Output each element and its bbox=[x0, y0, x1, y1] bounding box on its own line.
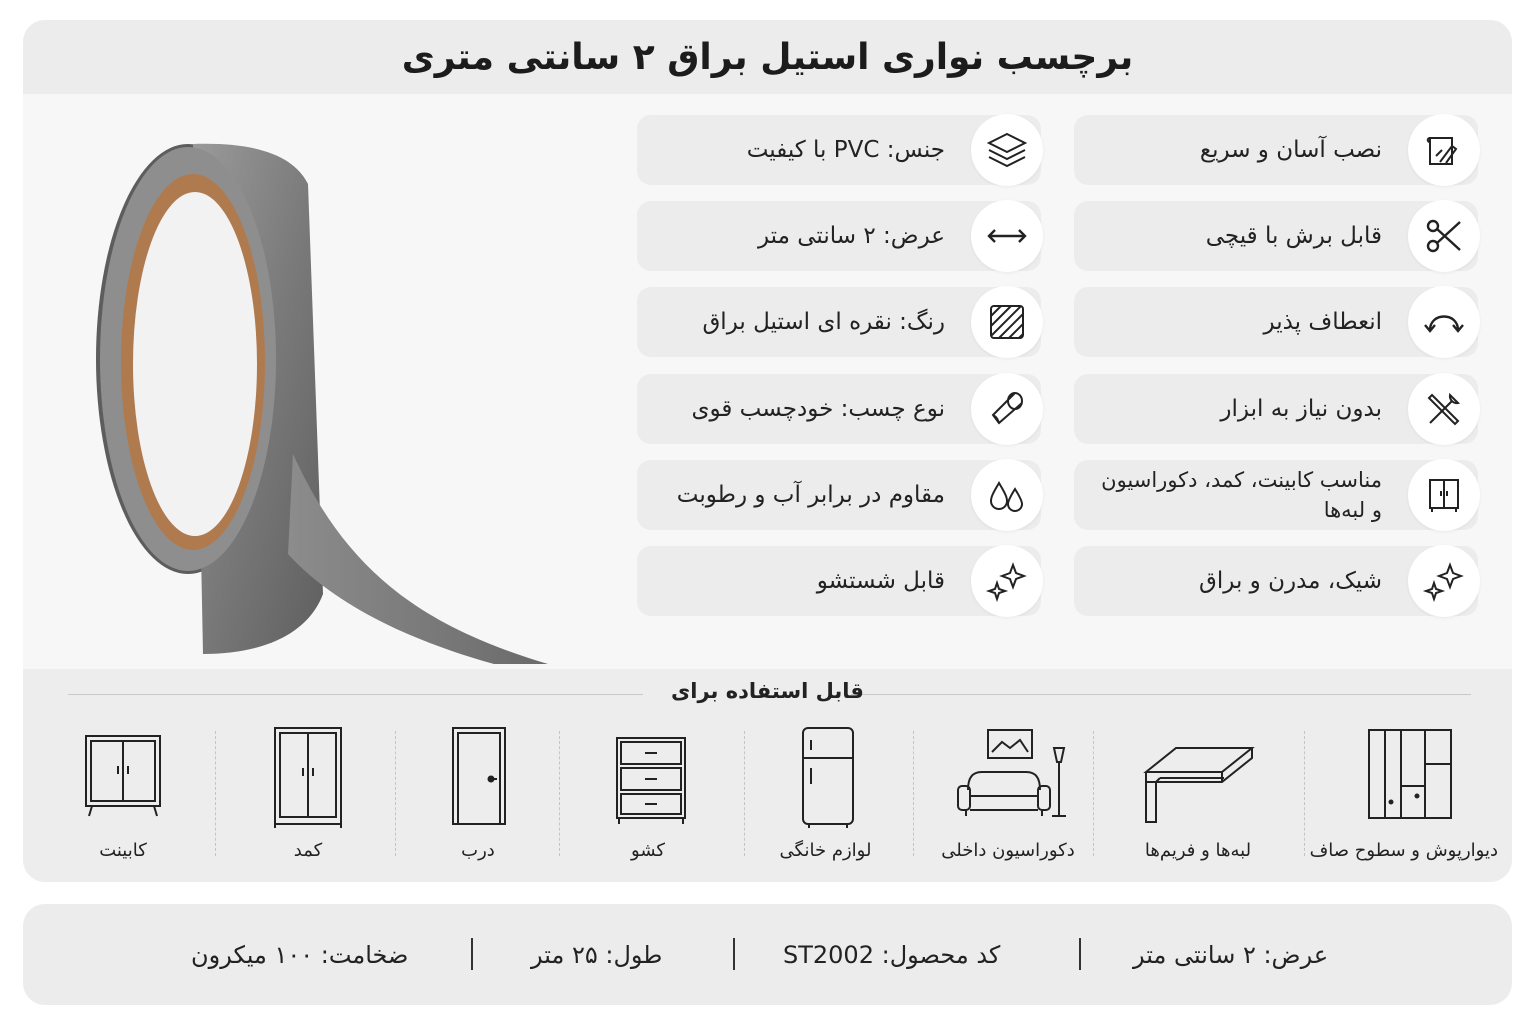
spec-thickness: ضخامت: ۱۰۰ میکرون bbox=[191, 940, 409, 969]
feature-label: انعطاف پذیر bbox=[1263, 309, 1382, 335]
feature-label: نصب آسان و سریع bbox=[1199, 137, 1382, 163]
feature-material bbox=[637, 115, 1041, 185]
drawer-icon bbox=[603, 724, 693, 834]
use-item-appliance: لوازم خانگی bbox=[768, 724, 883, 869]
door-icon bbox=[433, 724, 523, 834]
spec-bar bbox=[23, 904, 1512, 1005]
wardrobe-icon bbox=[263, 724, 353, 834]
feature-color bbox=[637, 287, 1041, 357]
water-drops-icon bbox=[971, 459, 1043, 531]
bend-arrow-icon bbox=[1408, 286, 1480, 358]
separator bbox=[913, 731, 914, 856]
use-item-door: درب bbox=[428, 724, 528, 869]
width-arrows-icon bbox=[971, 200, 1043, 272]
feature-washable bbox=[637, 546, 1041, 616]
separator bbox=[1304, 731, 1305, 856]
feature-cuttable bbox=[1074, 201, 1478, 271]
spec-divider bbox=[1079, 938, 1081, 970]
adhesive-roll-icon bbox=[971, 373, 1043, 445]
spec-length: طول: ۲۵ متر bbox=[531, 940, 663, 969]
feature-label: بدون نیاز به ابزار bbox=[1220, 396, 1382, 422]
feature-suitable bbox=[1074, 460, 1478, 530]
sparkle-icon bbox=[971, 545, 1043, 617]
spec-divider bbox=[471, 938, 473, 970]
fridge-icon bbox=[781, 724, 871, 834]
use-item-cabinet: کابینت bbox=[73, 724, 173, 869]
feature-label: شیک، مدرن و براق bbox=[1199, 568, 1382, 594]
separator bbox=[215, 731, 216, 856]
feature-adhesive bbox=[637, 374, 1041, 444]
tools-crossed-icon bbox=[1408, 373, 1480, 445]
feature-label: عرض: ۲ سانتی متر bbox=[757, 223, 945, 249]
spec-width: عرض: ۲ سانتی متر bbox=[1133, 940, 1329, 969]
scissors-icon bbox=[1408, 200, 1480, 272]
hatched-swatch-icon bbox=[971, 286, 1043, 358]
use-item-wall-panels: دیوارپوش و سطوح صاف bbox=[1318, 724, 1498, 869]
page-title: برچسب نواری استیل براق ۲ سانتی متری bbox=[401, 36, 1134, 78]
uses-heading: قابل استفاده برای bbox=[671, 679, 864, 703]
use-item-edges-frames: لبه‌ها و فریم‌ها bbox=[1128, 724, 1268, 869]
interior-decor-icon bbox=[948, 724, 1068, 834]
sparkle-icon bbox=[1408, 545, 1480, 617]
separator bbox=[395, 731, 396, 856]
layers-icon bbox=[971, 114, 1043, 186]
feature-label: مقاوم در برابر آب و رطوبت bbox=[676, 482, 945, 508]
feature-flexible bbox=[1074, 287, 1478, 357]
edge-frame-icon bbox=[1138, 724, 1258, 834]
product-card bbox=[23, 20, 1512, 882]
feature-label: مناسب کابینت، کمد، دکوراسیون و لبه‌ها bbox=[1101, 468, 1382, 522]
feature-stylish bbox=[1074, 546, 1478, 616]
hero-section bbox=[23, 94, 1512, 669]
use-item-wardrobe: کمد bbox=[258, 724, 358, 869]
spec-code: کد محصول: ST2002 bbox=[783, 940, 1001, 969]
feature-label: نوع چسب: خودچسب قوی bbox=[691, 396, 945, 422]
feature-width bbox=[637, 201, 1041, 271]
separator bbox=[744, 731, 745, 856]
feature-label: رنگ: نقره ای استیل براق bbox=[702, 309, 945, 335]
feature-no-tools bbox=[1074, 374, 1478, 444]
feature-waterproof bbox=[637, 460, 1041, 530]
cabinet-icon bbox=[78, 724, 168, 834]
separator bbox=[1093, 731, 1094, 856]
feature-label: جنس: PVC با کیفیت bbox=[746, 137, 945, 163]
spec-divider bbox=[733, 938, 735, 970]
uses-section bbox=[23, 669, 1512, 882]
tape-roll-image bbox=[83, 124, 583, 664]
hand-install-icon bbox=[1408, 114, 1480, 186]
wall-panel-icon bbox=[1363, 724, 1453, 834]
separator bbox=[559, 731, 560, 856]
use-item-drawer: کشو bbox=[598, 724, 698, 869]
feature-label: قابل شستشو bbox=[816, 568, 945, 594]
title-bar bbox=[23, 20, 1512, 94]
feature-label: قابل برش با قیچی bbox=[1205, 223, 1382, 249]
cabinet-icon bbox=[1408, 459, 1480, 531]
use-item-interior-decor: دکوراسیون داخلی bbox=[928, 724, 1088, 869]
feature-easy-install bbox=[1074, 115, 1478, 185]
